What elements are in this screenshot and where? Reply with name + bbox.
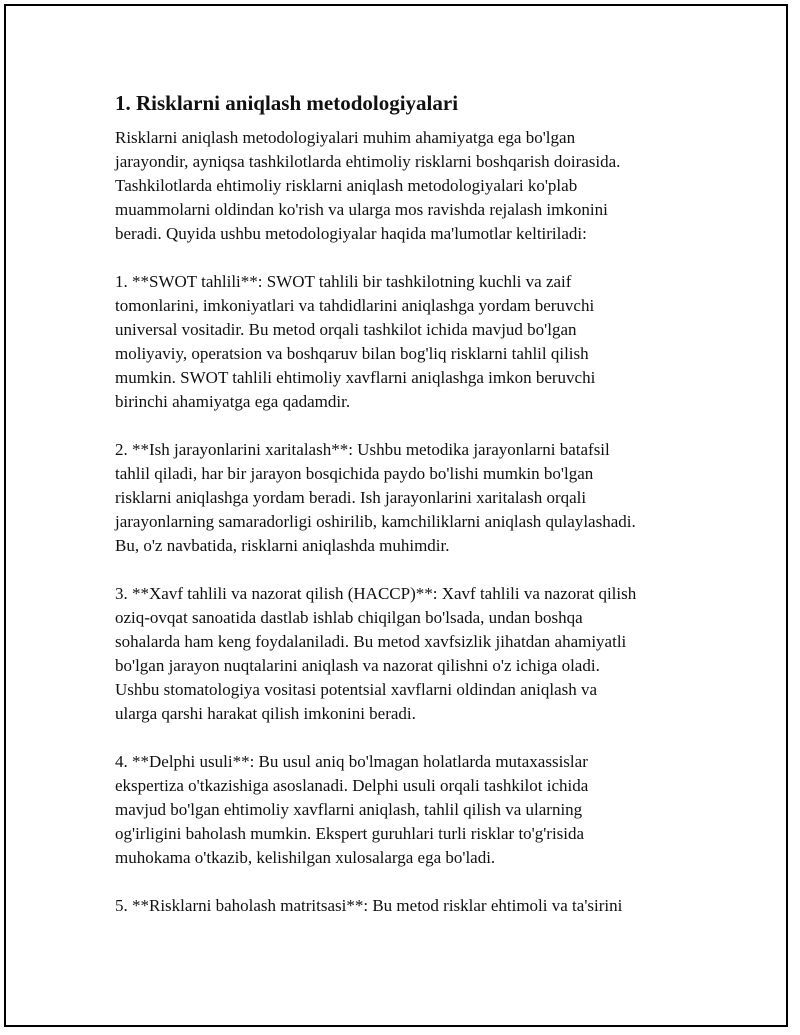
text-line: jarayondir, ayniqsa tashkilotlarda ehtimoliy risklarni boshqarish doirasida. [115,152,621,171]
swot-paragraph [115,270,690,414]
process-mapping-paragraph [115,438,690,558]
haccp-paragraph [115,582,690,726]
text-line: beradi. Quyida ushbu metodologiyalar haqida ma'lumotlar keltiriladi: [115,224,587,243]
delphi-paragraph [115,750,690,870]
text-line: oziq-ovqat sanoatida dastlab ishlab chiqilgan bo'lsada, undan boshqa [115,608,583,627]
text-line: 4. **Delphi usuli**: Bu usul aniq bo'lmagan holatlarda mutaxassislar [115,752,588,771]
document-body [115,88,690,942]
text-line: mumkin. SWOT tahlili ehtimoliy xavflarni aniqlashga imkon beruvchi [115,368,596,387]
section-heading: 1. Risklarni aniqlash metodologiyalari [115,91,459,115]
risk-matrix-paragraph [115,894,690,918]
text-line: tomonlarini, imkoniyatlari va tahdidlarini aniqlashga yordam beruvchi [115,296,595,315]
text-line: Bu, o'z navbatida, risklarni aniqlashda muhimdir. [115,536,450,555]
text-line: muhokama o'tkazib, kelishilgan xulosalarga ega bo'ladi. [115,848,496,867]
text-line: ekspertiza o'tkazishiga asoslanadi. Delphi usuli orqali tashkilot ichida [115,776,589,795]
text-line: 1. **SWOT tahlili**: SWOT tahlili bir tashkilotning kuchli va zaif [115,272,572,291]
intro-paragraph [115,126,690,246]
text-line: Risklarni aniqlash metodologiyalari muhim ahamiyatga ega bo'lgan [115,128,576,147]
text-line: universal vositadir. Bu metod orqali tashkilot ichida mavjud bo'lgan [115,320,577,339]
text-line: Tashkilotlarda ehtimoliy risklarni aniqlash metodologiyalari ko'plab [115,176,578,195]
text-line: Ushbu stomatologiya vositasi potentsial xavflarni oldindan aniqlash va [115,680,598,699]
text-line: muammolarni oldindan ko'rish va ularga mos ravishda rejalash imkonini [115,200,608,219]
text-line: bo'lgan jarayon nuqtalarini aniqlash va nazorat qilishni o'z ichiga oladi. [115,656,600,675]
text-line: mavjud bo'lgan ehtimoliy xavflarni aniqlash, tahlil qilish va ularning [115,800,583,819]
text-line: birinchi ahamiyatga ega qadamdir. [115,392,351,411]
text-line: ularga qarshi harakat qilish imkonini beradi. [115,704,416,723]
text-line: moliyaviy, operatsion va boshqaruv bilan bog'liq risklarni tahlil qilish [115,344,589,363]
text-line: 2. **Ish jarayonlarini xaritalash**: Ushbu metodika jarayonlarni batafsil [115,440,610,459]
text-line: 3. **Xavf tahlili va nazorat qilish (HACCP)**: Xavf tahlili va nazorat qilish [115,584,637,603]
text-line: 5. **Risklarni baholash matritsasi**: Bu metod risklar ehtimoli va ta'sirini [115,896,623,915]
text-line: risklarni aniqlashga yordam beradi. Ish jarayonlarini xaritalash orqali [115,488,587,507]
text-line: og'irligini baholash mumkin. Ekspert guruhlari turli risklar to'g'risida [115,824,585,843]
text-line: sohalarda ham keng foydalaniladi. Bu metod xavfsizlik jihatdan ahamiyatli [115,632,627,651]
text-line: jarayonlarning samaradorligi oshirilib, kamchiliklarni aniqlash qulaylashadi. [115,512,636,531]
text-line: tahlil qiladi, har bir jarayon bosqichida paydo bo'lishi mumkin bo'lgan [115,464,594,483]
